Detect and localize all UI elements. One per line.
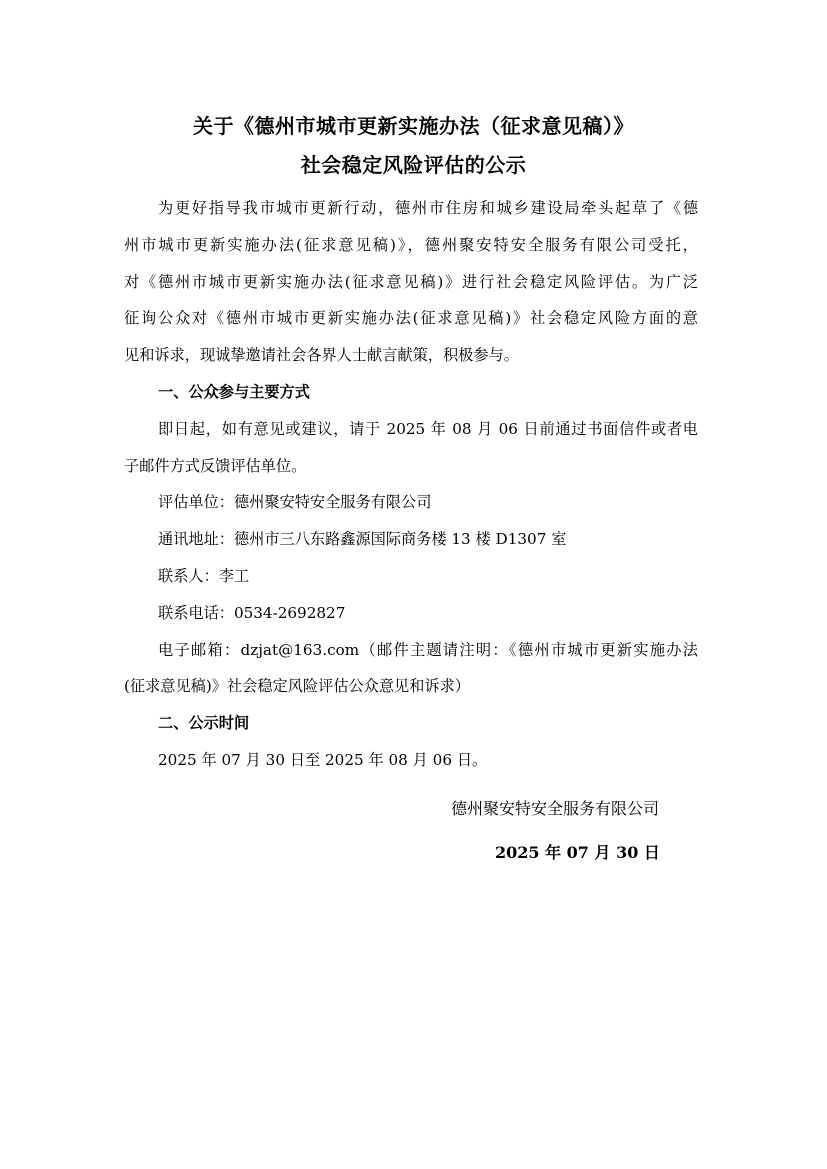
evaluation-unit: 评估单位：德州聚安特安全服务有限公司 — [158, 493, 432, 512]
intro-line: 为更好指导我市城市更新行动，德州市住房和城乡建设局牵头起草了《德 — [158, 199, 698, 217]
intro-line: 对《德州市城市更新实施办法(征求意见稿)》进行社会稳定风险评估。为广泛 — [124, 272, 698, 291]
section2-heading: 二、公示时间 — [158, 714, 250, 733]
section1-heading: 一、公众参与主要方式 — [158, 382, 310, 401]
signature-organization: 德州聚安特安全服务有限公司 — [451, 799, 660, 818]
contact-person: 联系人：李工 — [158, 566, 250, 585]
contact-email: 电子邮箱：dzjat@163.com（邮件主题请注明：《德州市城市更新实施办法 — [158, 640, 698, 659]
section1-line: 即日起，如有意见或建议，请于 2025 年 08 月 06 日前通过书面信件或者电 — [158, 419, 698, 438]
contact-phone: 联系电话：0534-2692827 — [158, 603, 346, 622]
mailing-address: 通讯地址：德州市三八东路鑫源国际商务楼 13 楼 D1307 室 — [158, 530, 567, 549]
contact-email-note: (征求意见稿)》社会稳定风险评估公众意见和诉求） — [124, 677, 470, 696]
intro-line: 征询公众对《德州市城市更新实施办法(征求意见稿)》社会稳定风险方面的意 — [124, 309, 698, 328]
document-title-line1: 关于《德州市城市更新实施办法（征求意见稿）》 — [193, 114, 634, 138]
intro-line: 见和诉求，现诚挚邀请社会各界人士献言献策，积极参与。 — [124, 346, 519, 365]
document-title-line2: 社会稳定风险评估的公示 — [300, 153, 527, 177]
section1-line: 子邮件方式反馈评估单位。 — [124, 456, 307, 475]
document-body — [124, 190, 698, 779]
intro-line: 州市城市更新实施办法(征求意见稿)》，德州聚安特安全服务有限公司受托， — [124, 235, 698, 254]
signature-date: 2025 年 07 月 30 日 — [495, 843, 660, 862]
publicity-period: 2025 年 07 月 30 日至 2025 年 08 月 06 日。 — [158, 750, 488, 769]
